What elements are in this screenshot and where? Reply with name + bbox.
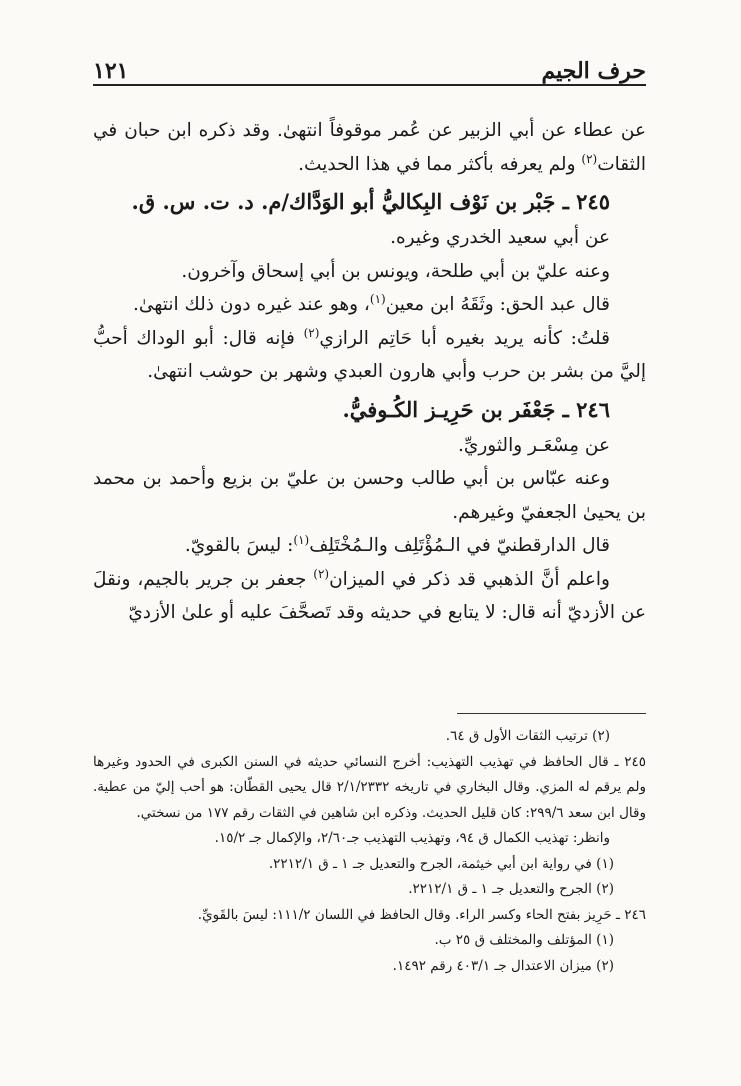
running-header — [93, 52, 646, 86]
footnotes — [93, 724, 646, 979]
footnote-entry-246: ٢٤٦ ـ حَرِيز بفتح الحاء وكسر الراء. وقال الحافظ في اللسان ١١١/٢: ليسَ بالقَويِّ. — [197, 906, 646, 923]
entry-245-line: عن أبي سعيد الخدري وغيره. — [390, 227, 610, 248]
entry-245-line: قلتُ: كأنه يريد بغيره أبا حَاتِم الرازي$^{(٢)}$ فإنه قال: أبو الوداك أحبُّ إليَّ من بشر بن حرب وأبي هارون العبدي وشهر بن حوشب انتهىٰ. — [93, 325, 646, 382]
entry-246-line: وعنه عبّاس بن أبي طالب وحسن بن عليّ بن بزيع وأحمد بن محمد بن يحيىٰ الجعفيّ وغيرهم. — [93, 468, 646, 523]
footnote: (٢) الجرح والتعديل جـ ١ ـ ق ٢٢١٢/١. — [408, 881, 614, 897]
section-title: حرف الجيم — [541, 58, 646, 84]
footnote: (١) في رواية ابن أبي خيثمة، الجرح والتعديل جـ ١ ـ ق ٢٢١٢/١. — [268, 855, 614, 872]
footnote-ref: (٢) — [313, 566, 330, 581]
entry-heading-246: ٢٤٦ ـ جَعْفَر بن حَرِيـز الكُـوفيُّ. — [342, 396, 610, 422]
footnote: (١) المؤتلف والمختلف ق ٢٥ ب. — [434, 932, 614, 948]
footnote: (٢) ترتيب الثقات الأول ق ٦٤. — [445, 728, 610, 744]
footnote-separator — [457, 713, 646, 714]
entry-246-line: عن مِسْعَـر والثوريِّ. — [458, 434, 610, 456]
footnote-ref: (١) — [293, 532, 310, 547]
footnote-ref: (٢) — [303, 325, 320, 340]
footnote-ref: (٢) — [581, 151, 598, 166]
entry-245-line: وعنه عليّ بن أبي طلحة، ويونس بن أبي إسحاق وآخرون. — [181, 260, 610, 282]
page-number: ١٢١ — [93, 58, 129, 84]
paragraph-continuation: عن عطاء عن أبي الزبير عن عُمر موقوفاً انتهىٰ. وقد ذكره ابن حبان في الثقات$^{(٢)}$ ولم يعرفه بأكثر مما في هذا الحديث. — [93, 120, 646, 175]
footnote-entry-245: ٢٤٥ ـ قال الحافظ في تهذيب التهذيب: أخرج النسائي حديثه في السنن الكبرى في الحدود وغيرها ولم يرقم له المزي. وقال البخاري في تاريخه ٢/١/٢٣٣٢ قال يحيى القطّان: هو أحب إليّ من عطية. وقال ابن سعد ٢٩٩/٦: كان قليل الحديث. وذكره ابن شاهين في الثقات رقم ١٧٧ من نسختي. — [93, 753, 646, 821]
entry-heading-245: ٢٤٥ ـ جَبْر بن نَوْف البِكاليُّ أبو الوَدَّاك/م. د. ت. س. ق. — [131, 189, 610, 214]
footnote: (٢) ميزان الاعتدال جـ ٤٠٣/١ رقم ١٤٩٢. — [392, 957, 614, 974]
main-text — [93, 114, 646, 630]
entry-245-line: قال عبد الحق: وثَقَهُ ابن معين$^{(١)}$، وهو عند غيره دون ذلك انتهىٰ. — [132, 291, 610, 315]
header-rule — [93, 84, 646, 86]
footnote-ref: (١) — [369, 291, 386, 306]
footnote: وانظر: تهذيب الكمال ق ٩٤، وتهذيب التهذيب جـ٢/٦٠، والإكمال جـ ١٥/٢. — [214, 830, 610, 846]
entry-246-line: قال الدارقطنيّ في الـمُؤْتَلِف والـمُخْتَلِف$^{(١)}$: ليسَ بالقويّ. — [184, 532, 610, 556]
entry-246-line: واعلم أنَّ الذهبي قد ذكر في الميزان$^{(٢)}$ جعفر بن جرير بالجيم، ونقلَ عن الأزديّ أنه قال: لا يتابع في حديثه وقد تَصحَّفَ عليه أو علىٰ الأزديّ — [93, 566, 646, 623]
